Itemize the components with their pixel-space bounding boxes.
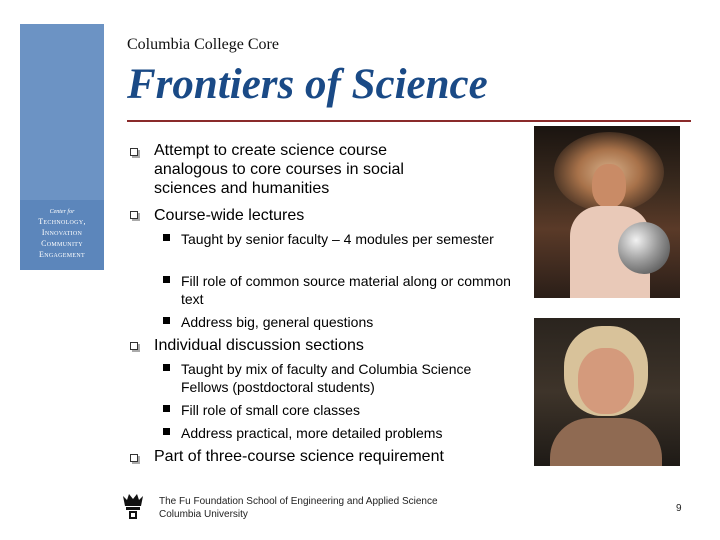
footer-school: The Fu Foundation School of Engineering and Applied Science xyxy=(159,496,438,507)
bullet-2-sub-1: Taught by senior faculty – 4 modules per semester xyxy=(181,231,494,247)
footer-university: Columbia University xyxy=(159,509,248,520)
logo-line-engagement: Engagement xyxy=(39,250,85,259)
square-bullet-icon xyxy=(163,276,170,283)
slide-title: Frontiers of Science xyxy=(127,61,488,108)
cte-logo xyxy=(20,200,104,270)
logo-line-community: Community xyxy=(41,239,83,248)
college-subtitle: Columbia College Core xyxy=(127,36,279,53)
checkbox-bullet-icon xyxy=(130,454,138,462)
square-bullet-icon xyxy=(163,234,170,241)
columbia-crown-icon xyxy=(120,492,146,522)
bullet-3-sub-3: Address practical, more detailed problems xyxy=(181,425,443,441)
lecturer-photo xyxy=(534,126,680,298)
bullet-4-text: Part of three-course science requirement xyxy=(154,448,444,465)
checkbox-bullet-icon xyxy=(130,148,138,156)
checkbox-bullet-icon xyxy=(130,211,138,219)
title-divider xyxy=(127,120,691,122)
bullet-2-text: Course-wide lectures xyxy=(154,207,305,224)
bullet-1-text: Attempt to create science course analogous to core courses in social sciences and humanities xyxy=(154,142,404,197)
square-bullet-icon xyxy=(163,317,170,324)
logo-line-center-for: Center for xyxy=(49,209,75,215)
bullet-2-sub-2: Fill role of common source material along or common text xyxy=(181,273,511,307)
bullet-3-text: Individual discussion sections xyxy=(154,337,364,354)
checkbox-bullet-icon xyxy=(130,342,138,350)
square-bullet-icon xyxy=(163,428,170,435)
bullet-2-sub-3: Address big, general questions xyxy=(181,314,374,330)
logo-line-innovation: Innovation xyxy=(41,228,83,237)
square-bullet-icon xyxy=(163,405,170,412)
bullet-3-sub-2: Fill role of small core classes xyxy=(181,402,360,418)
logo-line-technology: Technology, xyxy=(38,217,86,226)
page-number: 9 xyxy=(676,503,682,514)
faculty-photo xyxy=(534,318,680,466)
bullet-3-sub-1: Taught by mix of faculty and Columbia Science Fellows (postdoctoral students) xyxy=(181,361,472,395)
square-bullet-icon xyxy=(163,364,170,371)
